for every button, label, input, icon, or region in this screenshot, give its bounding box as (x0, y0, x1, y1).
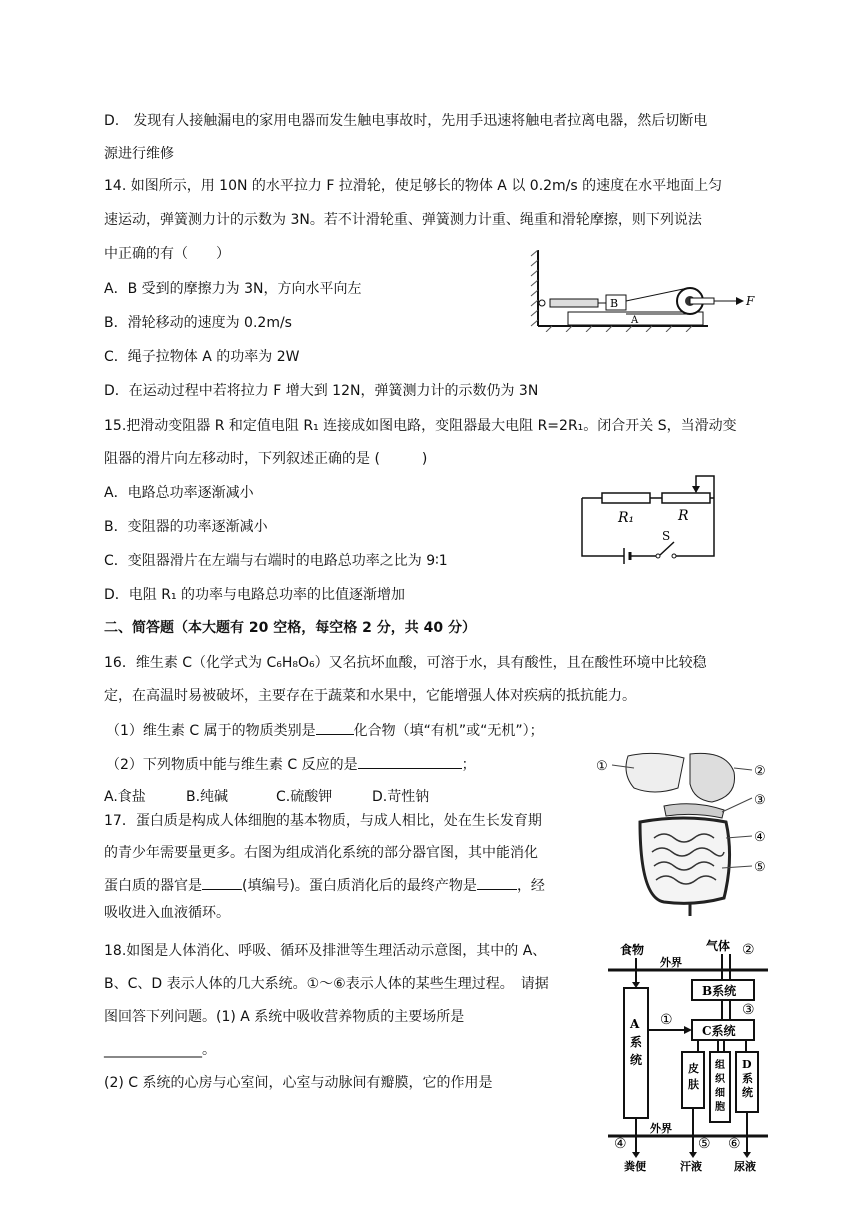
switch-s (660, 542, 674, 555)
switch-label: S (662, 529, 671, 543)
q13-option-d-line2: 源进行维修 (104, 146, 174, 162)
q14-option-b: B．滑轮移动的速度为 0.2m/s (104, 315, 292, 331)
d-system-label: D 系统 (742, 1058, 753, 1099)
q18-stem-line1: 18.如图是人体消化、呼吸、循环及排泄等生理活动示意图，其中的 A、 (104, 943, 547, 959)
urine-label: 尿液 (734, 1160, 756, 1172)
organ-label-1: ① (596, 759, 608, 774)
q16-sub2-suffix: ； (461, 757, 476, 773)
process-label-2: ② (742, 942, 755, 958)
a-system-label: A 系统 (630, 1017, 643, 1067)
block-a-label: A (631, 315, 639, 326)
q16-sub2-prefix: （2）下列物质中能与维生素 C 反应的是 (106, 757, 358, 773)
organ-label-5: ⑤ (754, 860, 766, 875)
q18-stem-line3: 图回答下列问题。(1) A 系统中吸收营养物质的主要场所是 (104, 1009, 465, 1025)
outside-top-label: 外界 (660, 956, 682, 969)
process-label-4: ④ (614, 1136, 627, 1152)
force-label: F (746, 294, 755, 308)
r-label: R (678, 508, 689, 524)
q16-sub2 (106, 754, 476, 775)
q14-option-a: A．B 受到的摩擦力为 3N，方向水平向左 (104, 281, 362, 297)
gas-label: 气体 (706, 939, 731, 953)
large-intestine (640, 818, 730, 903)
q17-stem-line2: 的青少年需要量更多。右图为组成消化系统的部分器官图，其中能消化 (104, 845, 538, 861)
resistor-r1 (602, 493, 650, 503)
body-systems-diagram (606, 936, 770, 1172)
q15-option-d: D．电阻 R₁ 的功率与电路总功率的比值逐渐增加 (104, 587, 406, 603)
q17-blank-product[interactable] (477, 875, 517, 890)
q16-sub1 (106, 720, 544, 741)
q16-option-d: D.苛性钠 (372, 789, 430, 805)
q13-option-d-line1: D. 发现有人接触漏电的家用电器而发生触电事故时，先用手迅速将触电者拉离电器，然后切断电 (104, 113, 708, 129)
q16-stem-line1: 16．维生素 C（化学式为 C₆H₈O₆）又名抗坏血酸，可溶于水，具有酸性，且在酸性环境中比较稳 (104, 655, 707, 671)
q14-stem-line2: 速运动，弹簧测力计的示数为 3N。若不计滑轮重、弹簧测力计重、绳重和滑轮摩擦，则下列说法 (104, 212, 702, 228)
q18-stem-line2: B、C、D 表示人体的几大系统。①～⑥表示人体的某些生理过程。 请据 (104, 976, 549, 992)
q15-option-a: A．电路总功率逐渐减小 (104, 485, 254, 501)
q16-option-c: C.硫酸钾 (276, 789, 333, 805)
c-system-label: C系统 (702, 1024, 736, 1038)
q16-sub1-blank[interactable] (316, 720, 354, 735)
q16-option-a: A.食盐 (104, 789, 146, 805)
q17-stem-line3 (104, 875, 545, 896)
block-b-label: B (610, 297, 619, 310)
q14-stem-line3: 中正确的有（ ） (104, 246, 230, 262)
process-label-3: ③ (742, 1002, 755, 1018)
q17-blank-organ[interactable] (202, 875, 242, 890)
q16-sub1-suffix: 化合物（填“有机”或“无机”）； (353, 723, 544, 739)
q16-sub2-blank[interactable] (358, 754, 462, 769)
process-label-1: ① (660, 1012, 673, 1028)
stomach (690, 753, 735, 802)
pancreas (664, 804, 724, 818)
section-2-title: 二、简答题（本大题有 20 空格，每空格 2 分，共 40 分） (104, 620, 476, 636)
q14-option-d: D．在运动过程中若将拉力 F 增大到 12N，弹簧测力计的示数仍为 3N (104, 383, 539, 399)
q16-sub1-prefix: （1）维生素 C 属于的物质类别是 (106, 723, 316, 739)
organ-label-4: ④ (754, 830, 766, 845)
q17-stem-line1: 17．蛋白质是构成人体细胞的基本物质，与成人相比，处在生长发育期 (104, 813, 542, 829)
q17-stem3-suffix: ，经 (516, 878, 545, 894)
q15-option-c: C．变阻器滑片在左端与右端时的电路总功率之比为 9∶1 (104, 553, 448, 569)
b-system-label: B系统 (702, 984, 737, 998)
spring-scale (550, 299, 598, 307)
q15-stem-line1: 15.把滑动变阻器 R 和定值电阻 R₁ 连接成如图电路，变阻器最大电阻 R=2R₁。闭合开关 S，当滑动变 (104, 418, 737, 434)
q16-stem-line2: 定，在高温时易被破坏，主要存在于蔬菜和水果中，它能增强人体对疾病的抵抗能力。 (104, 688, 636, 704)
digestive-system-figure (594, 748, 776, 918)
q17-stem-line4: 吸收进入血液循环。 (104, 905, 230, 921)
rheostat-r (662, 493, 710, 503)
q18-stem-line5: (2) C 系统的心房与心室间，心室与动脉间有瓣膜，它的作用是 (104, 1075, 493, 1091)
outside-bottom-label: 外界 (650, 1122, 672, 1135)
process-label-6: ⑥ (728, 1136, 741, 1152)
q14-stem-line1: 14. 如图所示，用 10N 的水平拉力 F 拉滑轮，使足够长的物体 A 以 0.2m/s 的速度在水平地面上匀 (104, 178, 723, 194)
organ-label-3: ③ (754, 793, 766, 808)
q18-stem-line4: ______________。 (104, 1042, 216, 1058)
liver (626, 753, 684, 792)
tissue-cells-label: 组织细胞 (715, 1060, 725, 1113)
sweat-label: 汗液 (680, 1160, 702, 1172)
pulley-figure (528, 250, 758, 332)
r1-label: R₁ (618, 510, 635, 526)
spring-hook (539, 300, 545, 306)
skin-label: 皮肤 (688, 1062, 699, 1091)
q15-stem-line2: 阻器的滑片向左移动时，下列叙述正确的是 ( ) (104, 451, 428, 467)
feces-label: 粪便 (624, 1160, 646, 1172)
process-label-5: ⑤ (698, 1136, 711, 1152)
organ-label-2: ② (754, 764, 766, 779)
circuit-figure (578, 468, 724, 574)
q16-option-b: B.纯碱 (186, 789, 229, 805)
q15-option-b: B．变阻器的功率逐渐减小 (104, 519, 268, 535)
food-label: 食物 (620, 943, 645, 957)
q17-stem3-middle: (填编号)。蛋白质消化后的最终产物是 (242, 878, 477, 894)
q14-option-c: C．绳子拉物体 A 的功率为 2W (104, 349, 300, 365)
q17-stem3-prefix: 蛋白质的器官是 (104, 878, 202, 894)
